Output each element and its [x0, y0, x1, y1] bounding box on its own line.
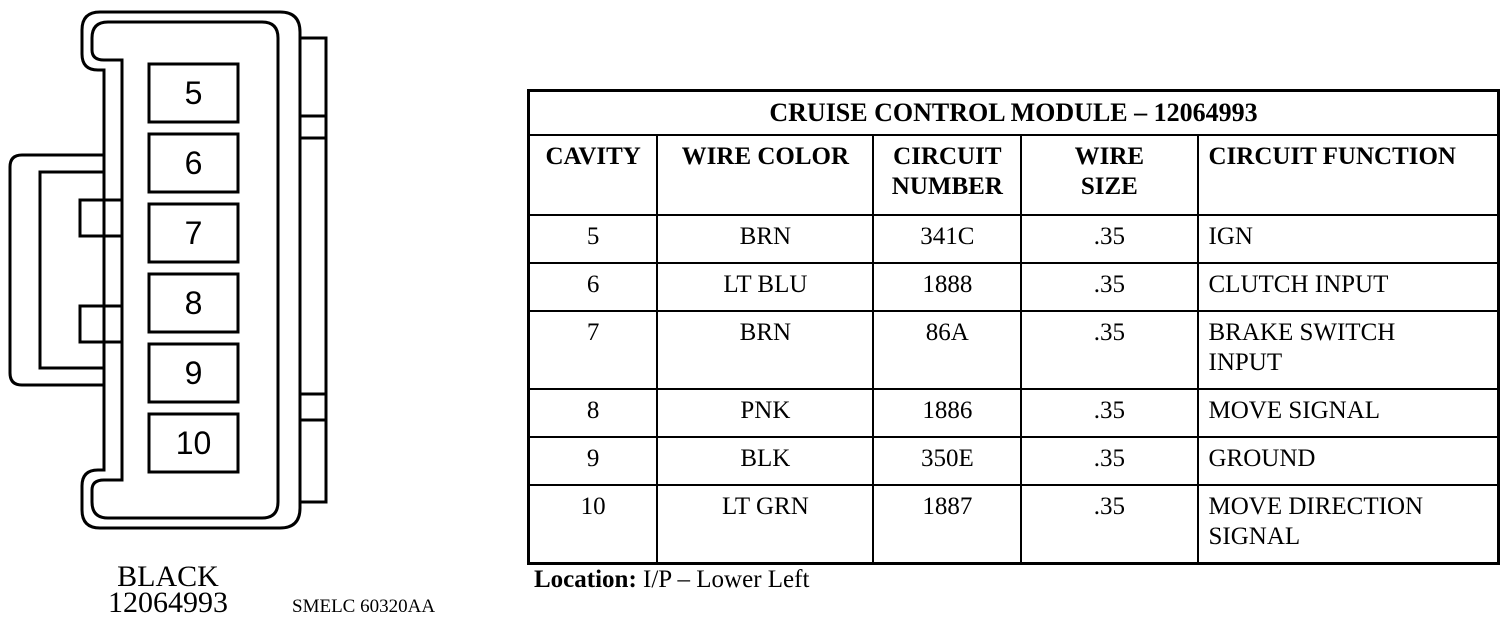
- cell-cavity: 7: [529, 311, 658, 389]
- cell-circuit-number: 1888: [873, 263, 1021, 311]
- cell-cavity: 5: [529, 215, 658, 263]
- cell-cavity: 9: [529, 437, 658, 485]
- cell-wire-color: LT BLU: [657, 263, 873, 311]
- table-row: [529, 485, 1499, 564]
- cell-wire-size: .35: [1021, 263, 1197, 311]
- cell-circuit-number: 341C: [873, 215, 1021, 263]
- cell-circuit-number: 86A: [873, 311, 1021, 389]
- cell-wire-color: PNK: [657, 389, 873, 437]
- header-circuit-number: CIRCUIT NUMBER: [873, 135, 1021, 215]
- cell-circuit-number: 1887: [873, 485, 1021, 564]
- cell-circuit-function: CLUTCH INPUT: [1198, 263, 1499, 311]
- header-circuit-function: CIRCUIT FUNCTION: [1198, 135, 1499, 215]
- header-cavity: CAVITY: [529, 135, 658, 215]
- cell-wire-size: .35: [1021, 311, 1197, 389]
- cavity-label: 5: [184, 74, 203, 111]
- connector-right-rail: [300, 38, 326, 502]
- cavity-label: 7: [184, 214, 203, 251]
- cell-cavity: 6: [529, 263, 658, 311]
- connector-part-number: 12064993: [108, 586, 228, 619]
- cell-circuit-function: BRAKE SWITCH INPUT: [1198, 311, 1499, 389]
- cell-wire-size: .35: [1021, 437, 1197, 485]
- location-value: I/P – Lower Left: [643, 566, 810, 593]
- cell-wire-size: .35: [1021, 485, 1197, 564]
- cell-circuit-function: GROUND: [1198, 437, 1499, 485]
- figure-id: SMELC 60320AA: [292, 596, 436, 617]
- table-title: CRUISE CONTROL MODULE – 12064993: [529, 91, 1499, 136]
- connector-latch: [10, 155, 104, 385]
- cell-cavity: 8: [529, 389, 658, 437]
- connector-color-label: BLACK: [117, 560, 219, 593]
- cell-circuit-function: MOVE SIGNAL: [1198, 389, 1499, 437]
- cell-circuit-function: MOVE DIRECTION SIGNAL: [1198, 485, 1499, 564]
- table-row: [529, 215, 1499, 263]
- location-label: Location:: [534, 566, 637, 593]
- table-title-row: [529, 91, 1499, 136]
- header-wire-color: WIRE COLOR: [657, 135, 873, 215]
- cavity-label: 9: [184, 354, 203, 391]
- cell-wire-color: BRN: [657, 311, 873, 389]
- table-header-row: [529, 135, 1499, 215]
- table-row: [529, 437, 1499, 485]
- cavity-label: 8: [184, 284, 203, 321]
- cell-circuit-number: 1886: [873, 389, 1021, 437]
- cell-wire-color: LT GRN: [657, 485, 873, 564]
- cell-cavity: 10: [529, 485, 658, 564]
- cell-circuit-function: IGN: [1198, 215, 1499, 263]
- cell-wire-size: .35: [1021, 215, 1197, 263]
- location-note: [534, 566, 809, 594]
- cell-wire-color: BLK: [657, 437, 873, 485]
- table-row: [529, 263, 1499, 311]
- cavity-label: 6: [184, 144, 203, 181]
- pinout-table: [527, 89, 1500, 565]
- table-row: [529, 311, 1499, 389]
- cell-wire-color: BRN: [657, 215, 873, 263]
- cell-wire-size: .35: [1021, 389, 1197, 437]
- table-row: [529, 389, 1499, 437]
- cavity-label: 10: [175, 424, 212, 461]
- cell-circuit-number: 350E: [873, 437, 1021, 485]
- header-wire-size: WIRE SIZE: [1021, 135, 1197, 215]
